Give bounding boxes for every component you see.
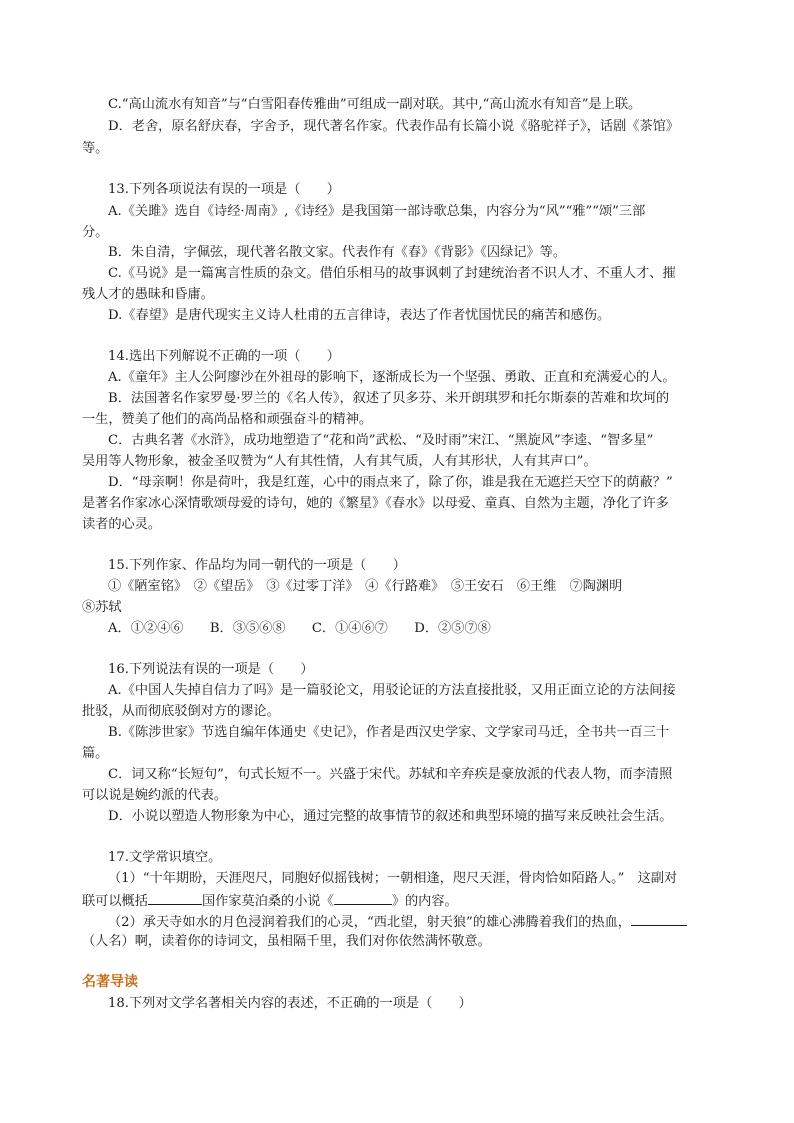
q13-option-a-line2: 分。 [82, 225, 109, 240]
q17-blank-country[interactable] [148, 890, 202, 905]
q12-option-d-line1: D．老舍，原名舒庆春，字舍予，现代著名作家。代表作品有长篇小说《骆驼祥子》，话剧《茶馆》 [108, 119, 680, 134]
q16-option-b-line1: B.《陈涉世家》节选自编年体通史《史记》，作者是西汉史学家、文学家司马迁，全书共一百三十 [108, 725, 670, 740]
q16-option-c-line1: C．词又称“长短句”，句式长短不一。兴盛于宋代。苏轼和辛弃疾是豪放派的代表人物，而李清照 [108, 767, 673, 782]
q15-items-line1: ①《陋室铭》 ②《望岳》 ③《过零丁洋》 ④《行路难》 ⑤王安石 ⑥王维 ⑦陶渊明 [108, 579, 623, 594]
q17-part1-line1: （1）“十年期盼，天涯咫尺，同胞好似摇钱树；一朝相逢，咫尺天涯，骨肉恰如陌路人。” 这副对 [108, 871, 678, 886]
q14-option-c-line2: 吴用等人物形象，被金圣叹赞为“人有其性情，人有其气质，人有其形状，人有其声口”。 [82, 454, 597, 469]
q13-option-b: B．朱自清，字佩弦，现代著名散文家。代表作有《春》《背影》《囚绿记》等。 [108, 245, 567, 260]
q14-option-d-line2: 是著名作家冰心深情歌颂母爱的诗句，她的《繁星》《春水》以母爱、童真、自然为主题，净化了许多 [82, 496, 669, 511]
q16-option-a-line2: 批驳，从而彻底驳倒对方的谬论。 [82, 704, 280, 719]
q17-part1-text-a: 联可以概括 [82, 894, 148, 909]
q14-option-b-line2: 一生，赞美了他们的高尚品格和顽强奋斗的精神。 [82, 412, 373, 427]
q16-option-b-line2: 篇。 [82, 746, 109, 761]
q17-part2-text-a: （2）承天寺如水的月色浸润着我们的心灵，“西北望，射天狼”的雄心沸腾着我们的热血， [108, 915, 631, 930]
q14-option-d-line3: 读者的心灵。 [82, 517, 162, 532]
q16-option-a-line1: A.《中国人失掉自信力了吗》是一篇驳论文，用驳论证的方法直接批驳，又用正面立论的方法间接 [108, 683, 676, 698]
q16-option-d: D．小说以塑造人物形象为中心，通过完整的故事情节的叙述和典型环境的描写来反映社会生活。 [108, 809, 673, 824]
q16-stem: 16.下列说法有误的一项是（ ） [108, 662, 314, 677]
q18-stem: 18.下列对文学名著相关内容的表述，不正确的一项是（ ） [108, 996, 472, 1011]
q14-option-c-line1: C．古典名著《水浒》，成功地塑造了“花和尚”武松、“及时雨”宋江、“黑旋风”李逵、“智多星” [108, 433, 654, 448]
q15-items-line2: ⑧苏轼 [82, 600, 122, 615]
q17-part2-line2: （人名）啊，读着你的诗词文，虽相隔千里，我们对你依然满怀敬意。 [82, 934, 491, 949]
q16-option-c-line2: 可以说是婉约派的代表。 [82, 788, 228, 803]
q13-option-d: D.《春望》是唐代现实主义诗人杜甫的五言律诗，表达了作者忧国忧民的痛苦和感伤。 [108, 308, 611, 323]
q17-part1-text-c: 》的内容。 [391, 894, 458, 909]
q17-blank-novel[interactable] [334, 890, 392, 905]
q17-blank-person[interactable] [631, 911, 687, 926]
q17-part2-line1 [108, 911, 714, 933]
q17-stem: 17.文学常识填空。 [108, 850, 222, 865]
q17-part1-text-b: 国作家莫泊桑的小说《 [201, 894, 334, 909]
q14-option-d-line1: D．“母亲啊！你是荷叶，我是红莲，心中的雨点来了，除了你，谁是我在无遮拦天空下的荫蔽？” [108, 475, 673, 490]
q14-option-b-line1: B．法国著名作家罗曼·罗兰的《名人传》，叙述了贝多芬、米开朗琪罗和托尔斯泰的苦难和坎坷的 [108, 391, 670, 406]
q14-option-a: A.《童年》主人公阿廖沙在外祖母的影响下，逐渐成长为一个坚强、勇敢、正直和充满爱心的人。 [108, 370, 676, 385]
q15-stem: 15.下列作家、作品均为同一朝代的一项是（ ） [108, 558, 406, 573]
q14-stem: 14.选出下列解说不正确的一项（ ） [108, 349, 340, 364]
q15-options: A．①②④⑥ B．③⑤⑥⑧ C．①④⑥⑦ D．②⑤⑦⑧ [108, 621, 491, 636]
q13-stem: 13.下列各项说法有误的一项是（ ） [108, 182, 340, 197]
q12-option-d-line2: 等。 [82, 141, 109, 156]
q13-option-c-line2: 残人才的愚昧和昏庸。 [82, 287, 214, 302]
q17-part1-line2 [82, 890, 714, 912]
q13-option-c-line1: C.《马说》是一篇寓言性质的杂文。借伯乐相马的故事讽刺了封建统治者不识人才、不重人才、摧 [108, 266, 676, 281]
section-heading: 名著导读 [82, 974, 138, 990]
q12-option-c: C.“高山流水有知音”与“白雪阳春传雅曲”可组成一副对联。其中,“高山流水有知音”是上联。 [108, 97, 642, 112]
q13-option-a-line1: A.《关雎》选自《诗经·周南》,《诗经》是我国第一部诗歌总集，内容分为“风”“雅”“颂”三部 [108, 204, 646, 219]
